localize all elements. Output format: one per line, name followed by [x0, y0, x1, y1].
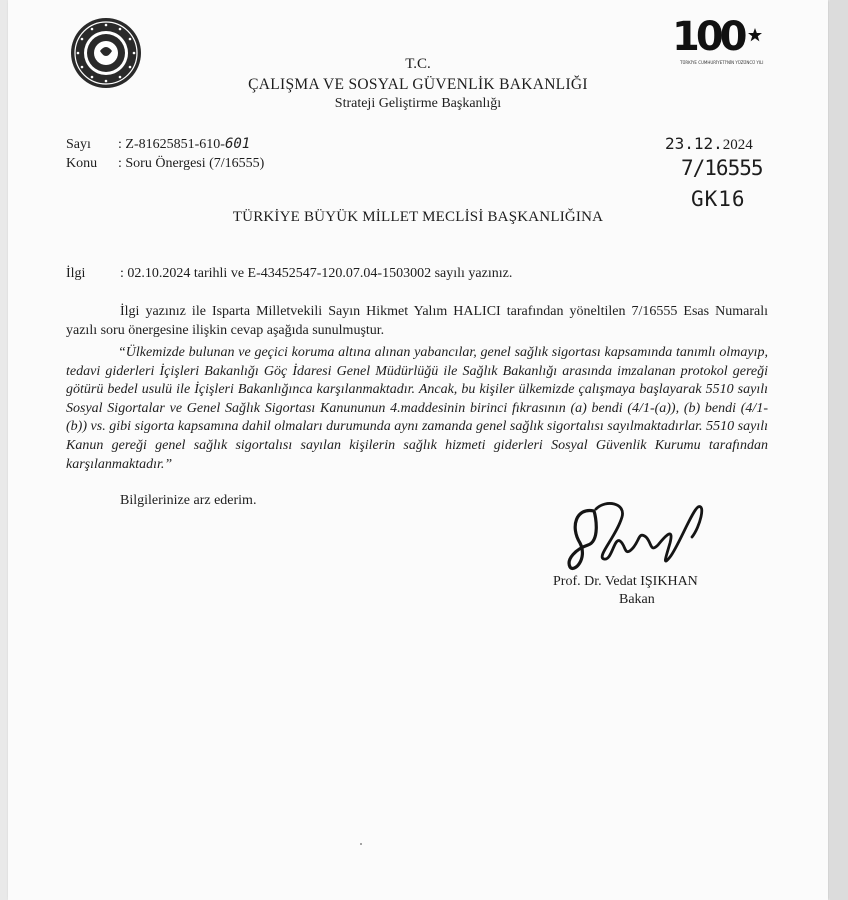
handwritten-code: GK16 — [691, 187, 746, 211]
star-icon — [748, 28, 762, 42]
anniversary-logo-text: 100 — [672, 14, 744, 60]
scan-speck — [360, 843, 362, 845]
addressee: TÜRKİYE BÜYÜK MİLLET MECLİSİ BAŞKANLIĞINA — [232, 209, 604, 225]
konu-line — [66, 156, 264, 172]
ilgi-label: İlgi — [66, 266, 86, 281]
signature — [566, 497, 716, 579]
sayi-value: : Z-81625851-610- — [118, 137, 225, 152]
ministry-heading: ÇALIŞMA VE SOSYAL GÜVENLİK BAKANLIĞI — [248, 76, 588, 93]
date — [665, 134, 753, 154]
background-edge — [830, 0, 848, 900]
signer-title: Bakan — [619, 592, 655, 607]
sayi-line — [66, 136, 250, 153]
handwritten-reference: 7/16555 — [681, 156, 763, 180]
quoted-paragraph: “Ülkemizde bulunan ve geçici koruma altına alınan yabancılar, genel sağlık sigortası kapsamında tanımlı olmayıp, tedavi giderleri İçişleri Bakanlığı Göç İdaresi Genel Müdürlüğü ile Sağlık Bakanlığı arasında imzalanan protokol gereği götürü bedel usulü ile İçişleri Bakanlığınca karşılanmaktadır. Ancak, bu kişiler ülkemizde çalışmaya başlayarak 5510 sayılı Sosyal Sigortalar ve Genel Sağlık Sigortası Kanununun 4.maddesinin birinci fıkrasının (a) bendi (4/1-(a)), (b) bendi (4/1-(b)) vs. gibi sigorta kapsamına dahil olmaları durumunda aynı zamanda genel sağlık sigortalısı sayılmaktadırlar. 5510 sayılı Kanun gereği genel sağlık sigortalısı sayılan kişilerin sağlık hizmeti giderleri Sosyal Güvenlik Kurumu tarafından karşılanmaktadır.” — [66, 345, 768, 472]
ilgi-value: : 02.10.2024 tarihli ve E-43452547-120.07.04-1503002 sayılı yazınız. — [120, 266, 513, 281]
anniversary-logo-subtitle: TÜRKİYE CUMHURİYETİ'NİN YÜZÜNCÜ YILI — [680, 60, 764, 65]
signer-name: Prof. Dr. Vedat IŞIKHAN — [553, 574, 698, 589]
sayi-handwritten: 601 — [224, 136, 251, 152]
ilgi-line — [66, 266, 512, 282]
department-heading: Strateji Geliştirme Başkanlığı — [334, 96, 502, 111]
closing-line: Bilgilerinize arz ederim. — [120, 493, 257, 508]
konu-label: Konu — [66, 156, 98, 171]
sayi-label: Sayı — [66, 137, 91, 152]
tc-heading: T.C. — [405, 56, 431, 72]
date-handwritten: 23.12. — [665, 134, 723, 153]
date-year: 2024 — [722, 137, 753, 153]
document-page — [8, 0, 828, 900]
konu-value: : Soru Önergesi (7/16555) — [118, 156, 265, 171]
body-paragraph: İlgi yazınız ile Isparta Milletvekili Sayın Hikmet Yalım HALICI tarafından yöneltilen 7/16555 Esas Numaralı yazılı soru önergesine ilişkin cevap aşağıda sunulmuştur. — [66, 304, 768, 338]
